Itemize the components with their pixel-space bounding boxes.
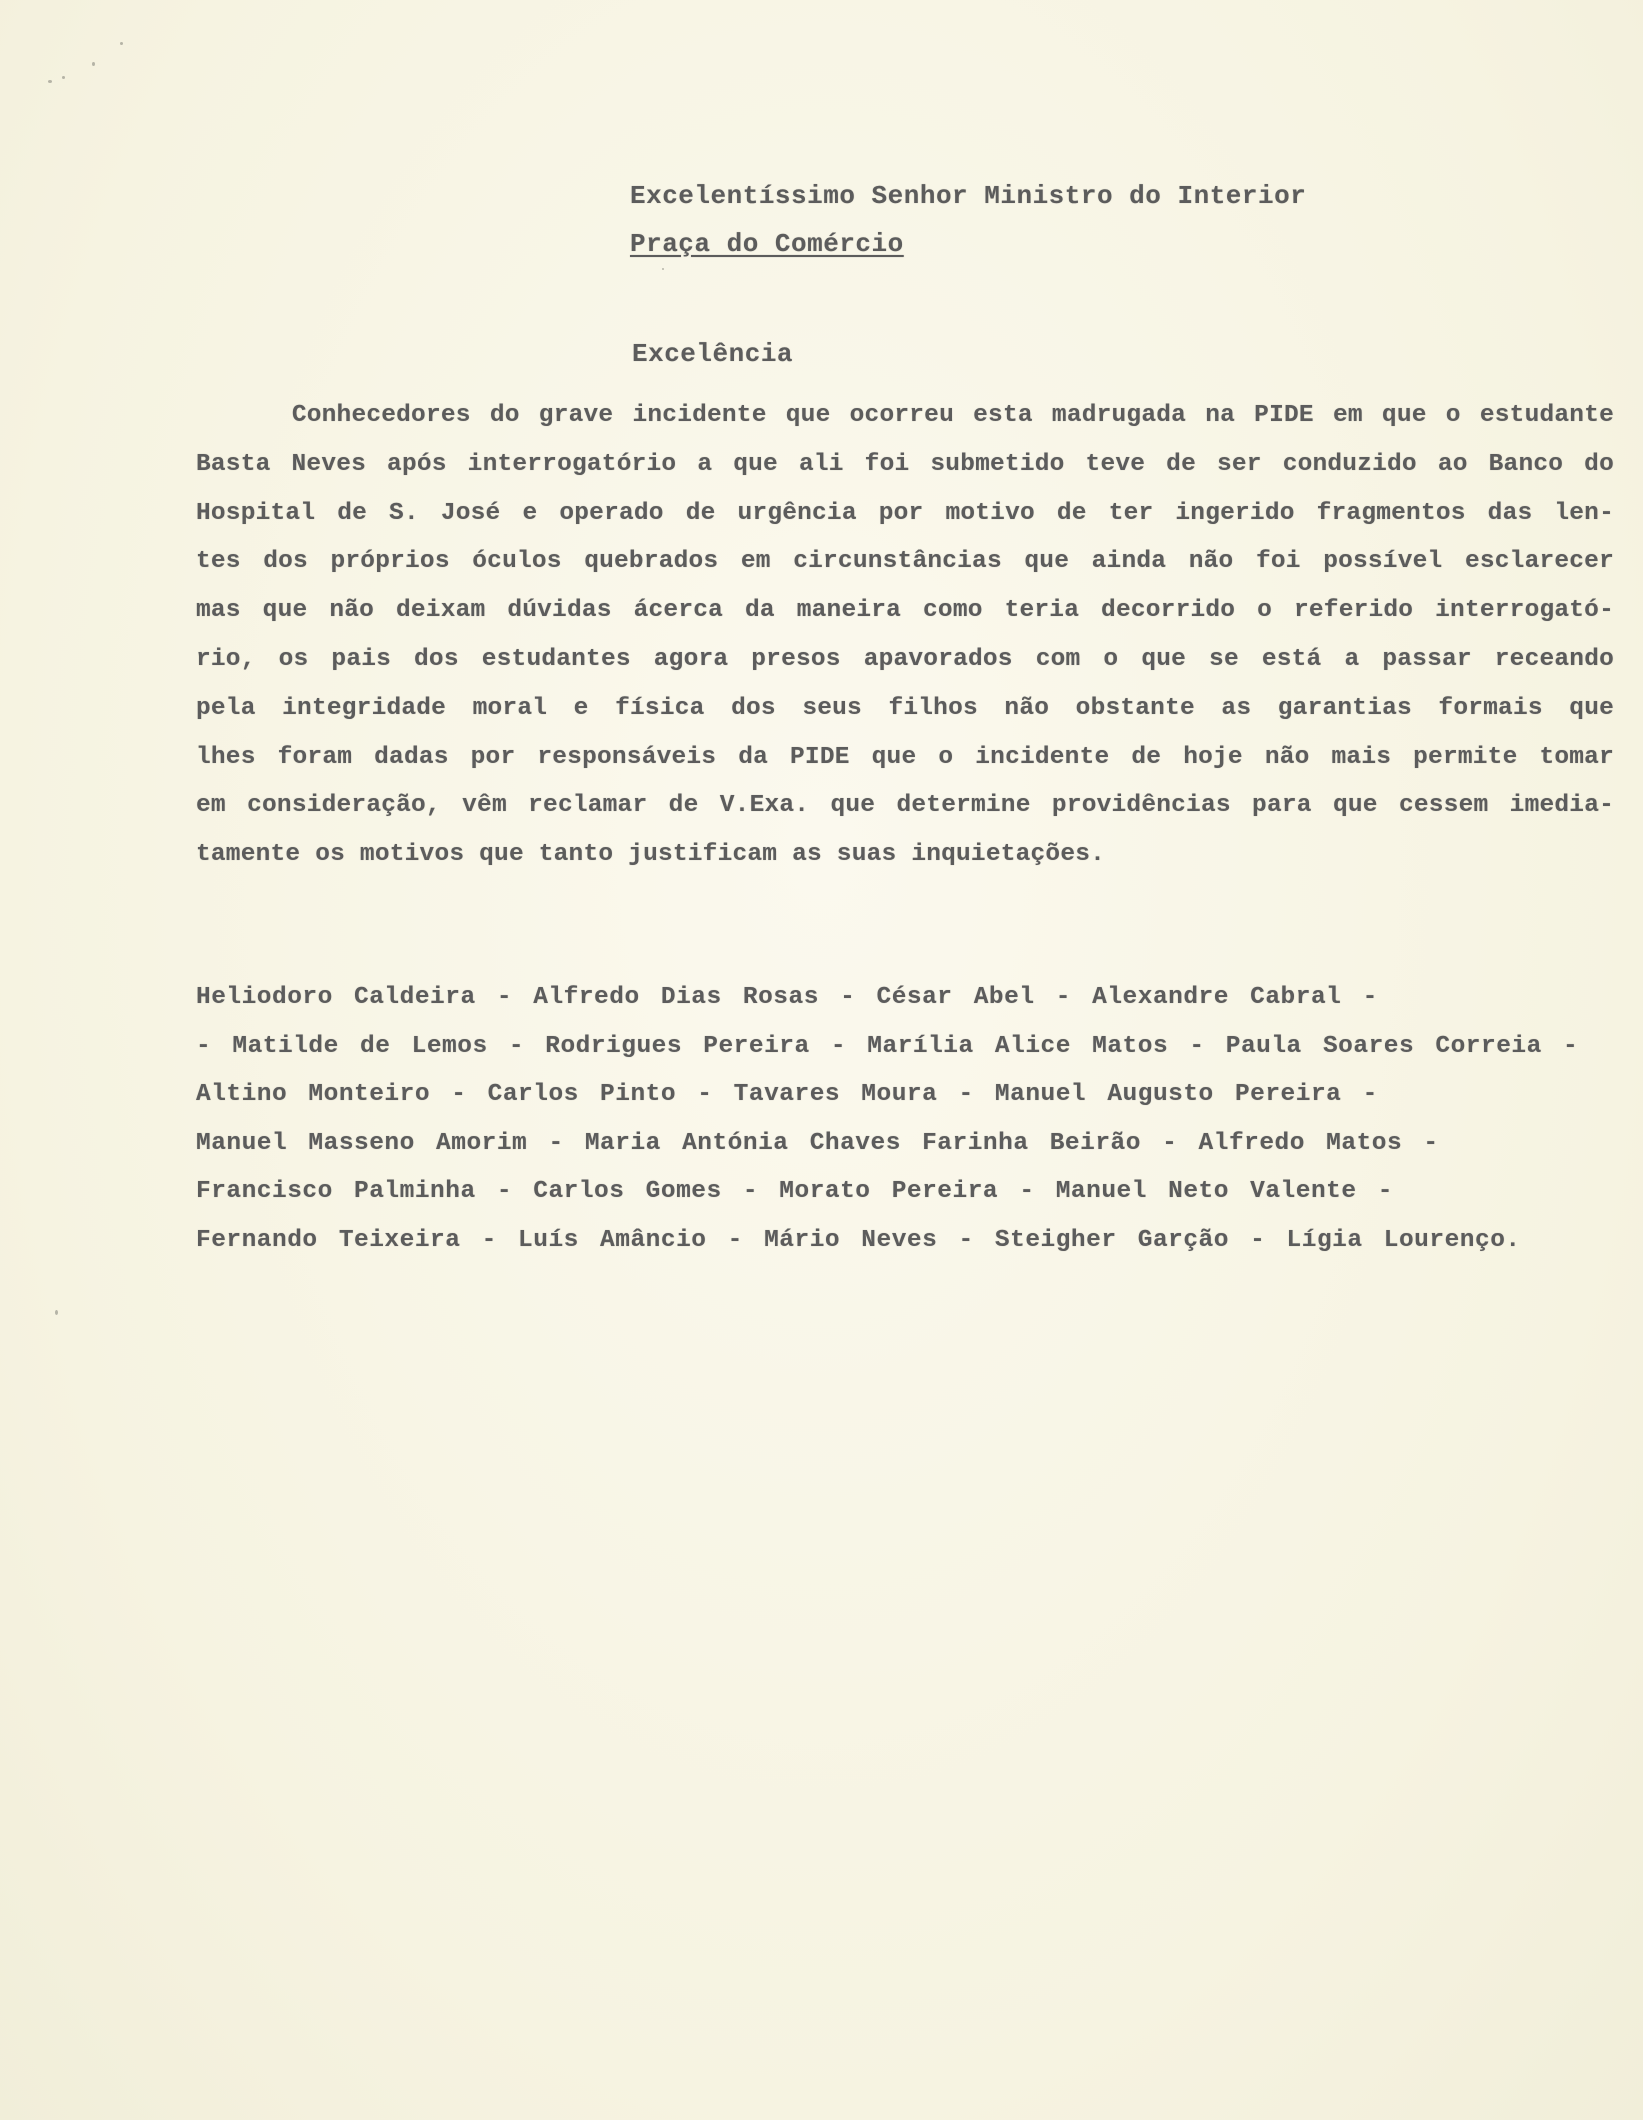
body-line: Basta Neves após interrogatório a que ali foi submetido teve de ser conduzido ao Banco do [196, 450, 1614, 478]
body-line: Hospital de S. José e operado de urgência por motivo de ter ingerido fragmentos das len- [196, 499, 1614, 527]
body-line: pela integridade moral e física dos seus filhos não obstante as garantias formais que [196, 694, 1614, 722]
body-line: mas que não deixam dúvidas ácerca da maneira como teria decorrido o referido interrogató- [196, 597, 1614, 625]
signatories-line: - Matilde de Lemos - Rodrigues Pereira - Marília Alice Matos - Paula Soares Correia - [196, 1032, 1579, 1060]
margin-mark [662, 268, 664, 270]
margin-mark [48, 80, 52, 83]
body-line: Conhecedores do grave incidente que ocorreu esta madrugada na PIDE em que o estudante [196, 402, 1614, 429]
body-line: tes dos próprios óculos quebrados em circunstâncias que ainda não foi possível esclarecer [196, 548, 1614, 576]
margin-mark [55, 1310, 58, 1315]
recipient-address [630, 172, 1530, 268]
body-line: tamente os motivos que tanto justificam as suas inquietações. [196, 841, 1106, 869]
signatories-line: Francisco Palminha - Carlos Gomes - Morato Pereira - Manuel Neto Valente - [196, 1178, 1393, 1205]
margin-mark [62, 76, 65, 79]
body-line: lhes foram dadas por responsáveis da PIDE que o incidente de hoje não mais permite tomar [196, 743, 1614, 771]
margin-mark [92, 62, 95, 66]
signatories-line: Heliodoro Caldeira - Alfredo Dias Rosas - César Abel - Alexandre Cabral - [196, 984, 1378, 1011]
recipient-title: Excelentíssimo Senhor Ministro do Interior [630, 181, 1307, 211]
letter-body [196, 392, 1614, 880]
recipient-location: Praça do Comércio [630, 229, 904, 259]
body-line: rio, os pais dos estudantes agora presos apavorados com o que se está a passar receando [196, 645, 1614, 673]
salutation: Excelência [632, 339, 794, 369]
signatories-list [196, 974, 1636, 1265]
margin-mark [120, 42, 123, 45]
signatories-line: Altino Monteiro - Carlos Pinto - Tavares Moura - Manuel Augusto Pereira - [196, 1081, 1378, 1108]
body-line: em consideração, vêm reclamar de V.Exa. que determine providências para que cessem imedia- [196, 792, 1614, 820]
signatories-line: Manuel Masseno Amorim - Maria Antónia Chaves Farinha Beirão - Alfredo Matos - [196, 1129, 1439, 1157]
signatories-line: Fernando Teixeira - Luís Amâncio - Mário Neves - Steigher Garção - Lígia Lourenço. [196, 1226, 1521, 1254]
